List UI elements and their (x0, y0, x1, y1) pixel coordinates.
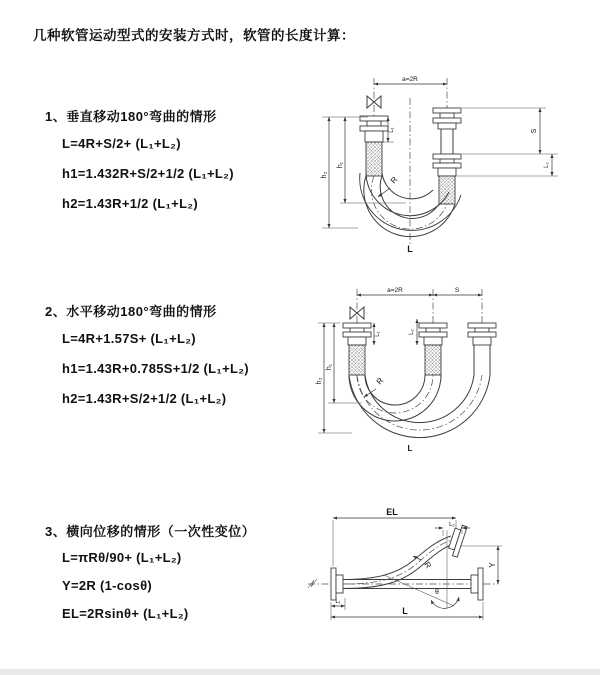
dim-label-l1: L₁ (389, 127, 395, 133)
formula-3-y: Y=2R (1-cosθ) (62, 578, 153, 593)
formula-1-l: L=4R+S/2+ (L₁+L₂) (62, 136, 181, 151)
formula-2-l: L=4R+1.57S+ (L₁+L₂) (62, 331, 196, 346)
hose-curve-centerline (343, 540, 452, 584)
hose-arc-inner2 (382, 173, 433, 199)
dim-label-s: S (454, 287, 460, 294)
dim-label-l: L (402, 606, 408, 616)
scan-bottom-edge (0, 669, 600, 675)
formula-3-el: EL=2Rsinθ+ (L₁+L₂) (62, 606, 189, 621)
diagram-horizontal-180-bend (310, 283, 572, 455)
right-braided-hose (439, 176, 455, 204)
dim-label-el: EL (386, 507, 398, 517)
angle-arc (431, 597, 459, 608)
dim-label-a2r: a=2R (387, 287, 403, 294)
hose-arc-mid (366, 173, 449, 216)
dim-label-l2: L₂ (409, 329, 415, 335)
dim-label-l1: L₁ (375, 331, 381, 337)
dim-label-l1: L₁ (335, 599, 341, 605)
dim-label-h2: h₂ (316, 377, 323, 385)
right-flange (468, 323, 496, 345)
dim-label-h2: h₂ (321, 171, 328, 179)
formula-1-h1: h1=1.432R+S/2+1/2 (L₁+L₂) (62, 166, 234, 181)
displaced-flange (447, 523, 467, 557)
dim-label-l2: L₂ (544, 162, 550, 168)
dim-label-h1: h₁ (337, 161, 344, 169)
hose-u2-centerline (357, 375, 482, 430)
angle-label: θ (435, 589, 439, 596)
hose-curve-upper-wall (343, 536, 451, 580)
diagram-lateral-displacement (302, 498, 580, 660)
left-flange (343, 323, 371, 345)
diagram-vertical-180-bend (312, 70, 558, 258)
formula-3-l: L=πRθ/90+ (L₁+L₂) (62, 550, 182, 565)
section-3-heading: 3、横向位移的情形（一次性变位） (45, 524, 256, 539)
radius-leader (378, 188, 390, 197)
hose-centerline-arc (371, 176, 447, 229)
right-flange (471, 568, 483, 600)
hose-u2-outer (349, 375, 490, 438)
radius-leader (364, 389, 376, 397)
dim-label-l2: L₂ (449, 522, 455, 528)
hose-arc-inner-wall (380, 176, 439, 218)
formula-1-h2: h2=1.43R+1/2 (L₁+L₂) (62, 196, 199, 211)
section-2-heading: 2、水平移动180°弯曲的情形 (45, 304, 217, 319)
formula-2-h2: h2=1.43R+S/2+1/2 (L₁+L₂) (62, 391, 227, 406)
dim-label-s: S (531, 128, 538, 134)
length-label: L (407, 244, 413, 254)
hose-curve-lower-wall (343, 544, 454, 589)
hose-u1-outer (349, 375, 441, 421)
middle-braided-hose (425, 345, 441, 375)
section-1-heading: 1、垂直移动180°弯曲的情形 (45, 109, 217, 124)
left-braided-hose (349, 345, 365, 375)
middle-flange (419, 323, 447, 345)
left-braided-hose (366, 142, 382, 176)
centerline-break (308, 579, 317, 588)
left-flange (331, 568, 343, 600)
radius-label: R (374, 376, 386, 387)
dim-label-a2r: a=2R (402, 76, 418, 83)
dim-label-y: Y (488, 562, 497, 568)
length-label: L (407, 444, 413, 453)
left-hose-fitting (365, 131, 383, 142)
formula-2-h1: h1=1.43R+0.785S+1/2 (L₁+L₂) (62, 361, 249, 376)
radius-label: R (422, 560, 433, 570)
radius-label: R (388, 175, 400, 186)
dim-label-h1: h₁ (326, 363, 333, 371)
page-title: 几种软管运动型式的安装方式时，软管的长度计算： (33, 28, 355, 43)
